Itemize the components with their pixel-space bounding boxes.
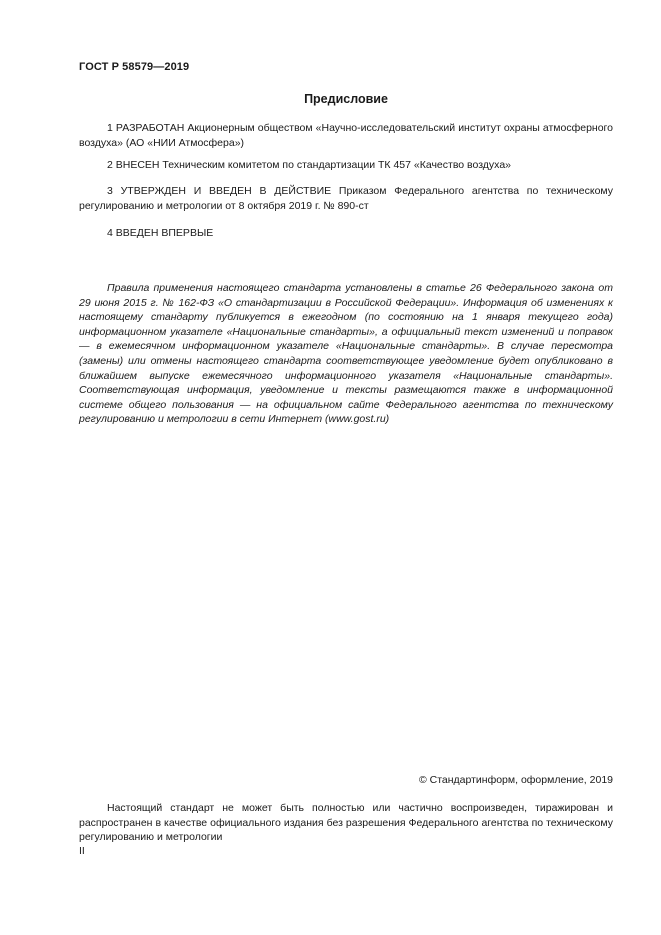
standard-code: ГОСТ Р 58579—2019 <box>79 61 190 73</box>
preface-item-4: 4 ВВЕДЕН ВПЕРВЫЕ <box>107 227 214 239</box>
legal-note: Правила применения настоящего стандарта установлены в статье 26 Федерального закона от 29 июня 2015 г. № 162-ФЗ «О стандартизации в Российской Федерации». Информация об изменениях к настоящему стандарту публикуется в ежегодном (по состоянию на 1 января текущего года) информационном указателе «Национальные стандарты», а официальный текст изменений и поправок — в ежемесячном информационном указателе «Национальные стандарты». В случае пересмотра (замены) или отмены настоящего стандарта соответствующее уведомление будет опубликовано в ближайшем выпуске ежемесячного информационного указателя «Национальные стандарты». Соответствующая информация, уведомление и тексты размещаются также в информационной системе общего пользования — на официальном сайте Федерального агентства по техническому регулированию и метрологии в сети Интернет (www.gost.ru) <box>79 282 613 426</box>
copyright-line: © Стандартинформ, оформление, 2019 <box>418 774 613 786</box>
preface-item-2: 2 ВНЕСЕН Техническим комитетом по стандартизации ТК 457 «Качество воздуха» <box>107 159 511 171</box>
reproduction-notice: Настоящий стандарт не может быть полностью или частично воспроизведен, тиражирован и распространен в качестве официального издания без разрешения Федерального агентства по техническому регулированию и метрологии <box>79 802 613 844</box>
preface-item-3: 3 УТВЕРЖДЕН И ВВЕДЕН В ДЕЙСТВИЕ Приказом Федерального агентства по техническому регулированию и метрологии от 8 октября 2019 г. № 890-ст <box>79 185 613 212</box>
preface-item-1: 1 РАЗРАБОТАН Акционерным обществом «Научно-исследовательский институт охраны атмосферного воздуха» (АО «НИИ Атмосфера») <box>79 122 613 149</box>
page-number: II <box>79 845 85 857</box>
page-title: Предисловие <box>304 92 388 106</box>
